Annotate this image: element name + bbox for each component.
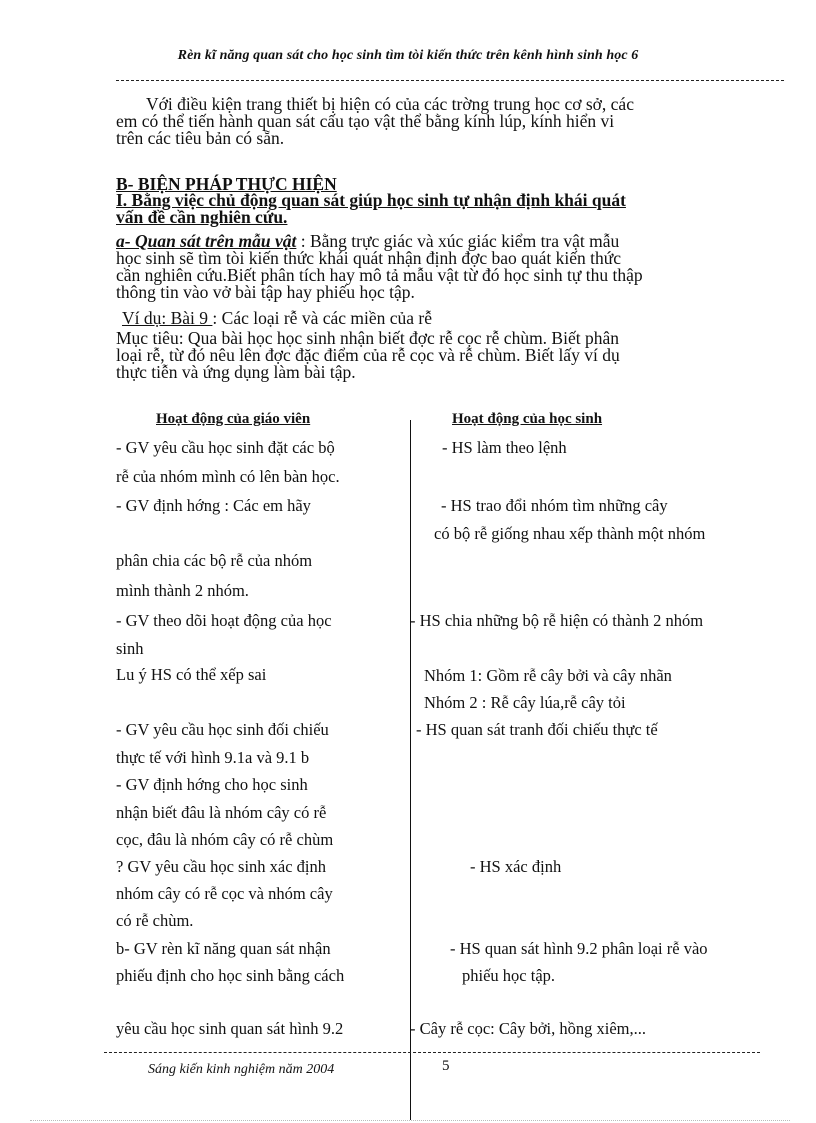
teacher-line: - GV yêu cầu học sinh đối chiếu	[116, 720, 329, 739]
intro-line: trên các tiêu bản có sẵn.	[116, 128, 285, 148]
goal-paragraph	[116, 330, 782, 381]
example-label: Ví dụ: Bài 9	[122, 308, 213, 328]
section-b-title: B- BIỆN PHÁP THỰC HIỆN	[116, 174, 337, 194]
footer-text: Sáng kiến kinh nghiệm năm 2004	[148, 1062, 335, 1077]
teacher-line: - GV theo dõi hoạt động của học	[116, 611, 332, 630]
page-number: 5	[442, 1058, 450, 1074]
student-line: có bộ rễ giống nhau xếp thành một nhóm	[434, 524, 706, 543]
student-line: - HS trao đổi nhóm tìm những cây	[441, 496, 668, 515]
teacher-line: rễ của nhóm mình có lên bàn học.	[116, 467, 340, 486]
header-divider	[116, 80, 784, 81]
footer-divider	[104, 1052, 760, 1053]
teacher-line: thực tế với hình 9.1a và 9.1 b	[116, 748, 310, 767]
teacher-line: phân chia các bộ rễ của nhóm	[116, 551, 313, 570]
student-line: - HS quan sát hình 9.2 phân loại rễ vào	[450, 939, 708, 958]
teacher-line: sinh	[116, 639, 144, 658]
item-a-first-line: a- Quan sát trên mẫu vật : Bằng trực giác và xúc giác kiểm tra vật mẫu	[116, 231, 620, 251]
teacher-line: nhận biết đâu là nhóm cây có rễ	[116, 803, 327, 822]
student-line: Nhóm 1: Gồm rễ cây bởi và cây nhãn	[424, 666, 672, 685]
item-a-line: thông tin vào vở bài tập hay phiếu học tập.	[116, 282, 415, 302]
teacher-line: - GV định hớng : Các em hãy	[116, 496, 311, 515]
teacher-line: có rễ chùm.	[116, 911, 194, 930]
teacher-line: nhóm cây có rễ cọc và nhóm cây	[116, 884, 333, 903]
item-a-line: cần nghiên cứu.Biết phân tích hay mô tả mẫu vật từ đó học sinh tự thu thập	[116, 265, 643, 285]
teacher-line: ? GV yêu cầu học sinh xác định	[116, 857, 327, 876]
bottom-dotted-rule	[30, 1120, 790, 1121]
teacher-line: b- GV rèn kĩ năng quan sát nhận	[116, 939, 331, 958]
example-line: Ví dụ: Bài 9 : Các loại rễ và các miền của rễ	[122, 308, 433, 328]
teacher-line: yêu cầu học sinh quan sát hình 9.2	[116, 1019, 344, 1038]
student-line: - Cây rễ cọc: Cây bởi, hồng xiêm,...	[410, 1019, 647, 1038]
table-column-divider	[410, 420, 411, 1120]
section-b-subheading: I. Bằng việc chủ động quan sát giúp học sinh tự nhận định khái quát	[116, 190, 626, 210]
teacher-line: - GV yêu cầu học sinh đặt các bộ	[116, 438, 335, 457]
student-line: - HS quan sát tranh đối chiếu thực tế	[416, 720, 658, 739]
student-line: - HS xác định	[470, 857, 562, 876]
goal-line: thực tiễn và ứng dụng làm bài tập.	[116, 362, 356, 382]
item-a-line: học sinh sẽ tìm tòi kiến thức khái quát nhận định đợc bao quát kiến thức	[116, 248, 621, 268]
teacher-line: cọc, đâu là nhóm cây có rễ chùm	[116, 830, 334, 849]
teacher-line: mình thành 2 nhóm.	[116, 581, 249, 600]
page-header-title: Rèn kĩ năng quan sát cho học sinh tìm tòi kiến thức trên kênh hình sinh học 6	[177, 48, 639, 63]
student-line: Nhóm 2 : Rễ cây lúa,rễ cây tỏi	[424, 693, 626, 712]
student-line: phiếu học tập.	[462, 966, 556, 985]
teacher-line: - GV định hớng cho học sinh	[116, 775, 308, 794]
item-a-paragraph	[116, 233, 782, 301]
student-column-header: Hoạt động của học sinh	[452, 411, 603, 427]
section-b-subheading-cont: vấn đề cần nghiên cứu.	[116, 207, 288, 227]
student-line: - HS làm theo lệnh	[442, 438, 567, 457]
item-a-label: a- Quan sát trên mẫu vật	[116, 231, 297, 251]
teacher-line: Lu ý HS có thể xếp sai	[116, 665, 267, 684]
student-line: - HS chia những bộ rễ hiện có thành 2 nhóm	[410, 611, 704, 630]
goal-line: loại rễ, từ đó nêu lên đợc đặc điểm của rễ cọc và rễ chùm. Biết lấy ví dụ	[116, 345, 620, 365]
intro-line: Với điều kiện trang thiết bị hiện có của các trờng trung học cơ sở, các	[146, 94, 634, 114]
teacher-line: phiếu định cho học sinh bằng cách	[116, 966, 345, 985]
teacher-column-header: Hoạt động của giáo viên	[156, 411, 311, 427]
intro-line: em có thể tiến hành quan sát cấu tạo vật thể bằng kính lúp, kính hiển vi	[116, 111, 615, 131]
intro-paragraph	[116, 96, 782, 147]
goal-line: Mục tiêu: Qua bài học học sinh nhận biết đợc rễ cọc rễ chùm. Biết phân	[116, 328, 619, 348]
